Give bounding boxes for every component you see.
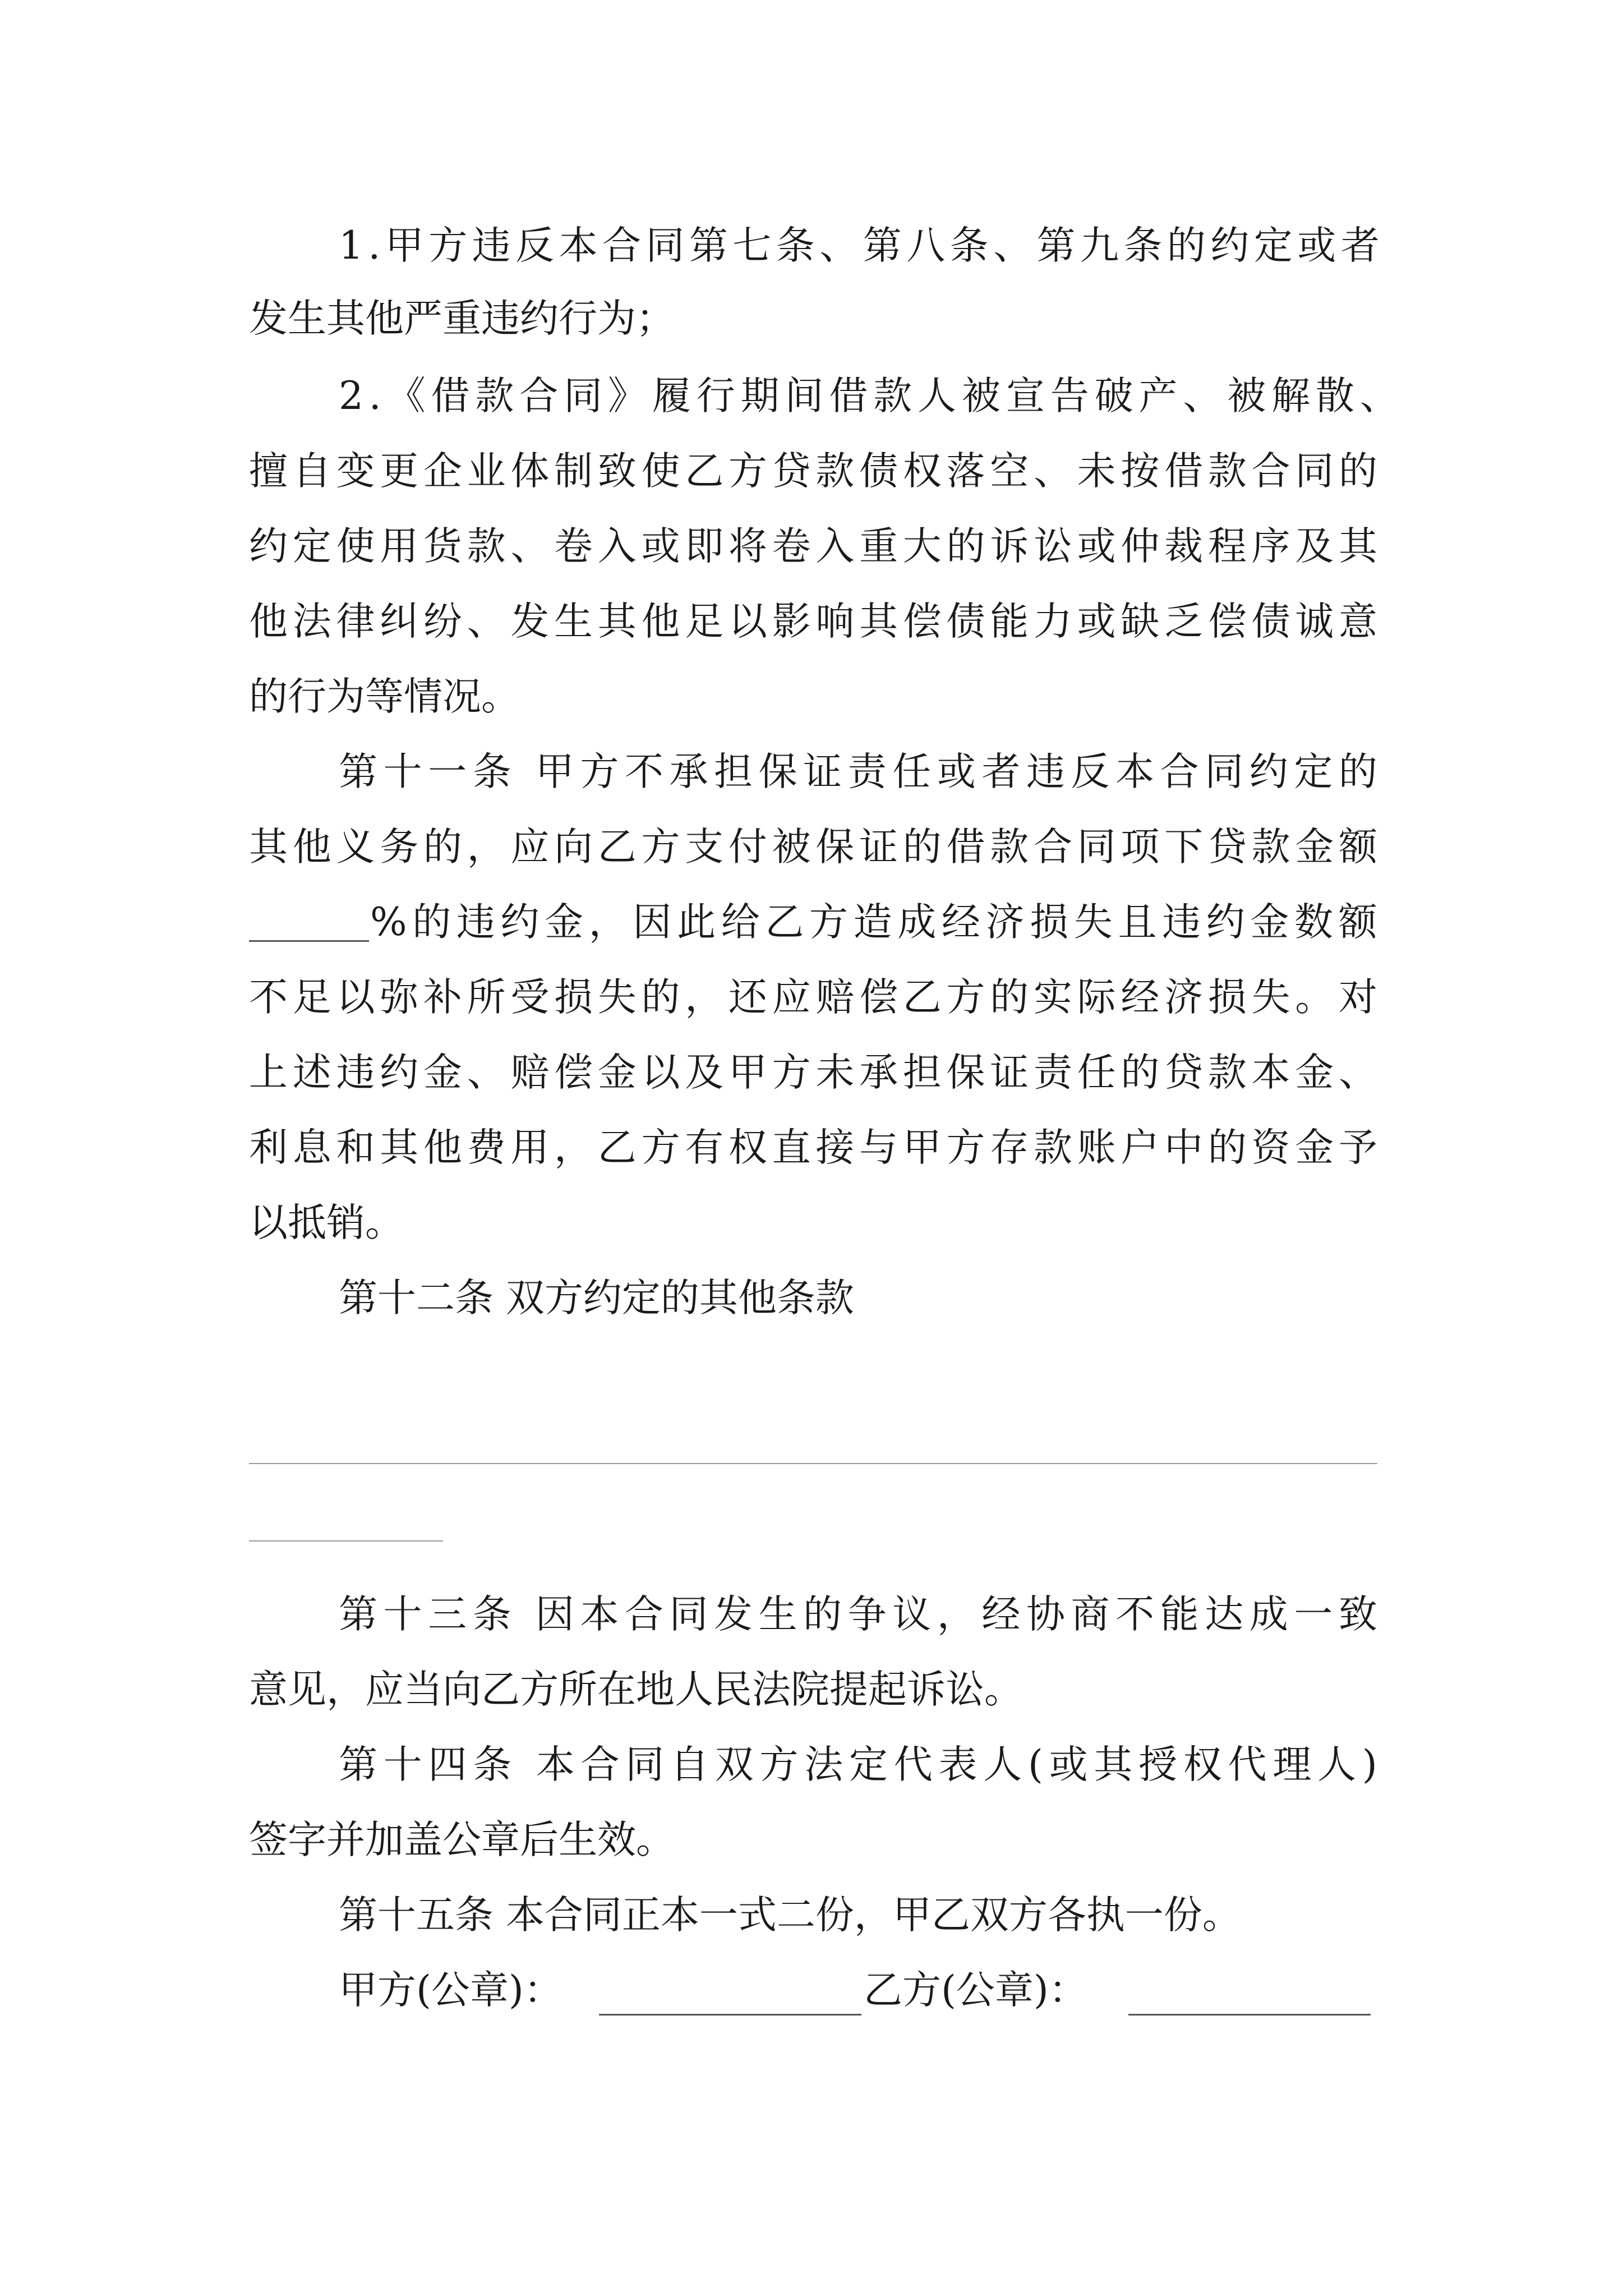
party-a-seal-blank — [599, 2014, 861, 2016]
text-line: 他 法 律 纠 纷 、 发 生 其 他 足 以 影 响 其 偿 债 能 力 或 缺 乏 偿 债 诚 意 — [249, 599, 1377, 644]
text-line: 不 足 以 弥 补 所 受 损 失 的 ， 还 应 赔 偿 乙 方 的 实 际 经 济 损 失 。 对 — [249, 975, 1377, 1020]
text-line: 的行为等情况。 — [249, 674, 520, 719]
party-b-seal-label: 乙方(公章)： — [864, 1968, 1087, 2013]
text-line: 1 . 甲 方 违 反 本 合 同 第 七 条 、 第 八 条 、 第 九 条 的 约 定 或 者 — [339, 223, 1380, 268]
text-line: 其 他 义 务 的 ， 应 向 乙 方 支 付 被 保 证 的 借 款 合 同 项 下 贷 款 金 额 — [249, 825, 1377, 869]
text-line: 第 十 三 条 因 本 合 同 发 生 的 争 议 ， 经 协 商 不 能 达 成 一 致 — [339, 1592, 1377, 1637]
text-line: 擅 自 变 更 企 业 体 制 致 使 乙 方 贷 款 债 权 落 空 、 未 按 借 款 合 同 的 — [249, 449, 1377, 494]
text-line: 发生其他严重违约行为； — [249, 296, 675, 341]
text-line: 约 定 使 用 货 款 、 卷 入 或 即 将 卷 入 重 大 的 诉 讼 或 仲 裁 程 序 及 其 — [249, 524, 1377, 569]
text-line: 意见，应当向乙方所在地人民法院提起诉讼。 — [249, 1667, 1023, 1712]
text-line: 2 . 《 借 款 合 同 》 履 行 期 间 借 款 人 被 宣 告 破 产 、 被 解 散 、 — [339, 374, 1399, 418]
text-line: 签字并加盖公章后生效。 — [249, 1818, 675, 1862]
party-b-seal-blank — [1128, 2014, 1371, 2016]
text-line: % 的 违 约 金 ， 因 此 给 乙 方 造 成 经 济 损 失 且 违 约 金 数 额 — [370, 900, 1377, 945]
blank-line — [249, 1540, 443, 1542]
blank-line — [249, 1463, 1377, 1464]
text-line: 上 述 违 约 金 、 赔 偿 金 以 及 甲 方 未 承 担 保 证 责 任 的 贷 款 本 金 、 — [249, 1050, 1377, 1095]
text-line: 第十二条 双方约定的其他条款 — [339, 1276, 854, 1320]
penalty-rate-blank — [249, 940, 369, 942]
text-line: 以抵销。 — [249, 1200, 404, 1245]
text-line: 利 息 和 其 他 费 用 ， 乙 方 有 权 直 接 与 甲 方 存 款 账 户 中 的 资 金 予 — [249, 1125, 1377, 1170]
text-line: 第 十 四 条 本 合 同 自 双 方 法 定 代 表 人 ( 或 其 授 权 代 理 人 ) — [339, 1742, 1377, 1787]
text-line: 第 十 一 条 甲 方 不 承 担 保 证 责 任 或 者 违 反 本 合 同 约 定 的 — [339, 749, 1377, 794]
party-a-seal-label: 甲方(公章)： — [339, 1968, 562, 2013]
text-line: 第十五条 本合同正本一式二份，甲乙双方各执一份。 — [339, 1893, 1241, 1938]
